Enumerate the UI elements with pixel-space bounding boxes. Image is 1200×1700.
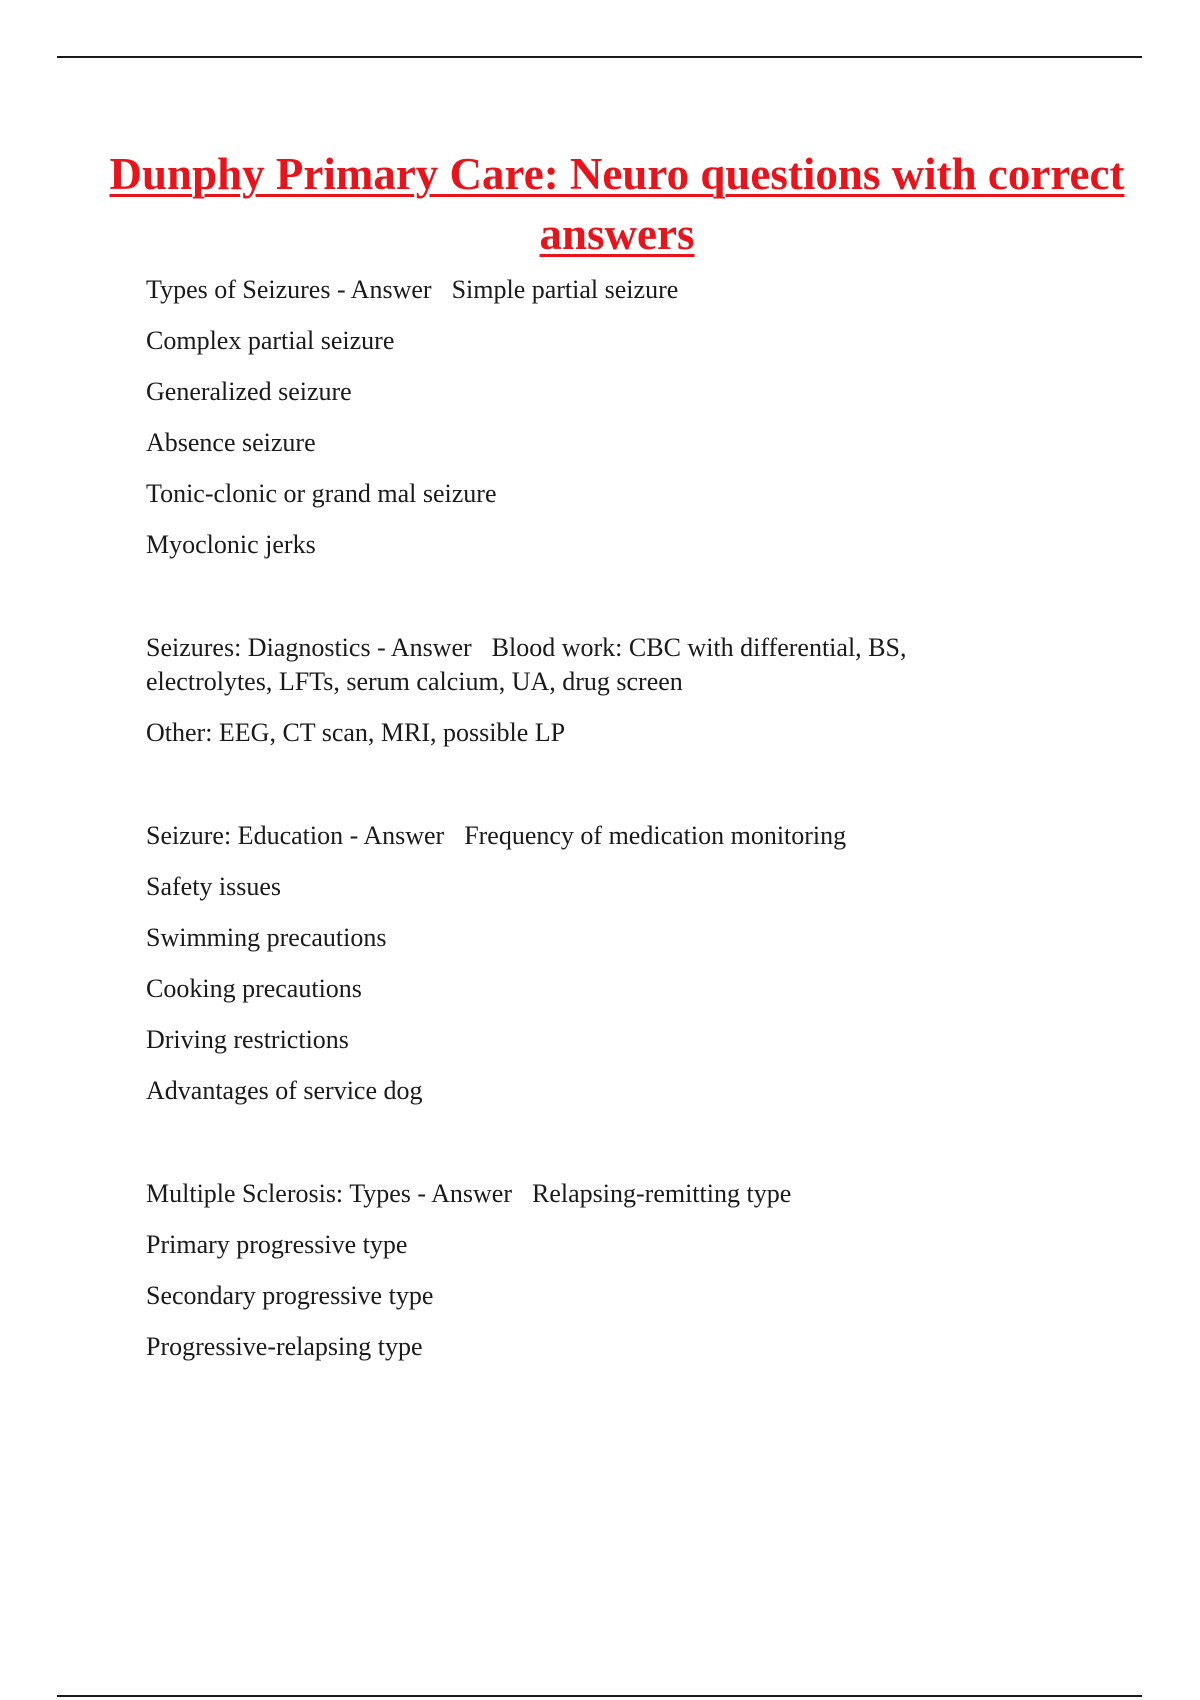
answer-text: Relapsing-remitting type — [532, 1179, 792, 1208]
answer-line: Secondary progressive type — [146, 1281, 434, 1310]
answer-line: Tonic-clonic or grand mal seizure — [146, 479, 497, 508]
answer-line: Cooking precautions — [146, 974, 362, 1003]
answer-text: Frequency of medication monitoring — [464, 821, 847, 850]
question-line — [146, 277, 1146, 328]
answer-continuation: electrolytes, LFTs, serum calcium, UA, drug screen — [146, 667, 683, 696]
answer-line: Other: EEG, CT scan, MRI, possible LP — [146, 718, 566, 747]
bottom-rule — [57, 1695, 1142, 1697]
document-body — [146, 277, 1146, 1385]
answer-line: Swimming precautions — [146, 923, 387, 952]
section-gap — [146, 1129, 1146, 1181]
section-gap — [146, 771, 1146, 823]
answer-line: Progressive-relapsing type — [146, 1332, 423, 1361]
answer-line: Driving restrictions — [146, 1025, 349, 1054]
document-title: Dunphy Primary Care: Neuro questions with correct answers — [109, 149, 1125, 259]
answer-text: Simple partial seizure — [451, 275, 679, 304]
answer-line: Absence seizure — [146, 428, 316, 457]
section-gap — [146, 583, 1146, 635]
question-line — [146, 823, 1146, 874]
question-line — [146, 1181, 1146, 1232]
top-rule — [57, 56, 1142, 58]
question-text: Multiple Sclerosis: Types - Answer — [146, 1179, 513, 1208]
question-text: Types of Seizures - Answer — [146, 275, 432, 304]
answer-text: Blood work: CBC with differential, BS, — [491, 633, 907, 662]
answer-line: Complex partial seizure — [146, 326, 395, 355]
answer-line: Safety issues — [146, 872, 282, 901]
answer-line: Myoclonic jerks — [146, 530, 316, 559]
answer-line: Generalized seizure — [146, 377, 352, 406]
answer-line: Advantages of service dog — [146, 1076, 423, 1105]
question-text: Seizures: Diagnostics - Answer — [146, 633, 472, 662]
question-line — [146, 635, 1146, 669]
question-text: Seizure: Education - Answer — [146, 821, 445, 850]
answer-line: Primary progressive type — [146, 1230, 408, 1259]
